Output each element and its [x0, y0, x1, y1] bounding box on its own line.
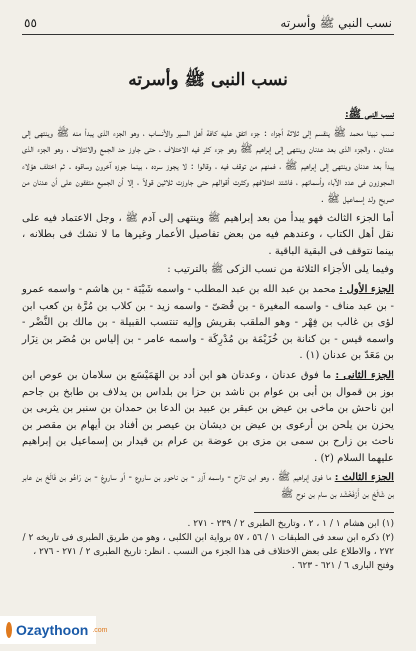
- paragraph-1: نسب نبينا محمد ﷺ ينقسم إلى ثلاثة أجزاء : جزء اتفق عليه كافة أهل السير والأنساب ، وهو الجزء الذى يبدأ منه ﷺ وينتهى إلى عدنان ، والجزء الذى بعد عدنان وينتهى إلى إبراهيم ﷺ وهو جزء كثر فيه الاختلاف ، حتى جاوز حد الجمع والائتلاف ، وهو الجزء الذى يبدأ بعد عدنان وينتهى إلى إبراهيم ﷺ ، فمنهم من توقف فيه ، وقالوا : لا يجوز سرده ، بينما جوزه آخرون وساقوه . ثم اختلف هؤلاء المجوزون فى عدد الآباء وأسمائهم ، فاشتد اختلافهم وكثرت أقوالهم حتى جاوزت ثلاثين قولاً ، إلا أن الجميع متفقون على أن عدنان من صريح ولد إسماعيل ﷺ .: [22, 127, 394, 205]
- part-3-text: ما فوق إبراهيم ﷺ ، وهو ابن تارَح - واسمه آزر - بن ناحور بن ساروع - أو ساروغ - بن رَاعُو بن فَالَخ بن عابر بن شَالَخ بن أَرْفَخْشَد بن سام بن نوح ﷺ: [22, 472, 394, 501]
- footnotes: [22, 517, 394, 573]
- part-2-text: ما فوق عدنان ، وعدنان هو ابن أدد بن الهَمَيْسَع بن سلامان بن عوص ابن بوز بن قموال بن أبى بن عوام بن ناشد بن حزا بن بلداس بن يدلاف بن طابخ بن جاحم ابن ناحش بن ماخى بن عيض بن عبقر بن عبيد بن الدعا بن حمدان بن سنبر بن يثربى بن يحزن بن يلحن بن أرعوى بن عيض بن ديشان بن عيصر بن أفناد بن أيهام بن مقصر بن ناحث بن زارح بن سمى بن مزى بن عوضة بن عرام بن قيدار بن إسماعيل بن إبراهيم عليهما السلام (٢) .: [22, 369, 394, 464]
- watermark-suffix: .com: [92, 626, 108, 634]
- paragraph-2: أما الجزء الثالث فهو يبدأ من بعد إبراهيم ﷺ وينتهى إلى آدم ﷺ ، وجل الاعتماد فيه على نقل أهل الكتاب ، وعندهم فيه من بعض تفاصيل الأعمار وغيرها ما لا نشك فى بطلانه ، بينما نتوقف فى البقية الباقية .: [22, 212, 394, 257]
- running-title: نسب النبي ﷺ وأسرته: [280, 16, 392, 30]
- footnote-1: (١) ابن هشام ١ / ١ ، ٢ ، وتاريخ الطبرى ٢ / ٢٣٩ - ٢٧١ .: [187, 518, 394, 529]
- genealogy-part-1: [22, 281, 394, 365]
- body-text: [22, 106, 394, 504]
- part-2-label: الجزء الثانى :: [335, 368, 394, 381]
- part-1-text: محمد بن عبد الله بن عبد المطلب - واسمه شَيْبَة - بن هاشم - واسمه عمرو - بن عبد مناف - واسمه المغيرة - بن قُصَىّ - واسمه زيد - بن كلاب بن مُرَّة بن كعب ابن لؤى بن غالب بن فِهْر - وهو الملقب بقريش وإليه تنتسب القبيلة - بن مالك بن النَّضْر - واسمه قيس - بن كنانة بن خُزَيْمَة بن مُدْرِكَة - واسمه عامر - بن إلياس بن مُضَر بن نِزَار بن مَعَدّ بن عدنان (١) .: [22, 283, 394, 362]
- watermark-logo: [0, 616, 108, 644]
- paragraph-3: وفيما يلى الأجزاء الثلاثة من نسب الزكى ﷺ بالترتيب :: [167, 264, 394, 276]
- page-number: ٥٥: [24, 16, 37, 30]
- section-subheading: نسب النبى ﷺ:: [344, 108, 394, 120]
- brand-logo-icon: [6, 622, 12, 638]
- genealogy-part-3: [22, 469, 394, 503]
- running-head: [22, 16, 394, 35]
- footnote-divider: [254, 512, 394, 513]
- watermark-brand: Ozaythoon: [16, 622, 89, 638]
- footnote-2: (٢) ذكره ابن سعد فى الطبقات ١ / ٥٦ ، ٥٧ برواية ابن الكلبى ، وهو من طريق الطبرى فى تاريخه ٢ / ٢٧٢ ، والاطلاع على بعض الاختلاف فى هذا الجزء من النسب . انظر: تاريخ الطبرى ٢ / ٢٧١ - ٢٧٦ ، وفتح البارى ٦ / ٦٢١ - ٦٢٣ .: [22, 532, 394, 571]
- genealogy-part-2: [22, 367, 394, 468]
- part-3-label: الجزء الثالث :: [334, 471, 394, 484]
- chapter-heading: نسب النبى ﷺ وأسرته: [128, 70, 288, 90]
- part-1-label: الجزء الأول :: [339, 282, 394, 295]
